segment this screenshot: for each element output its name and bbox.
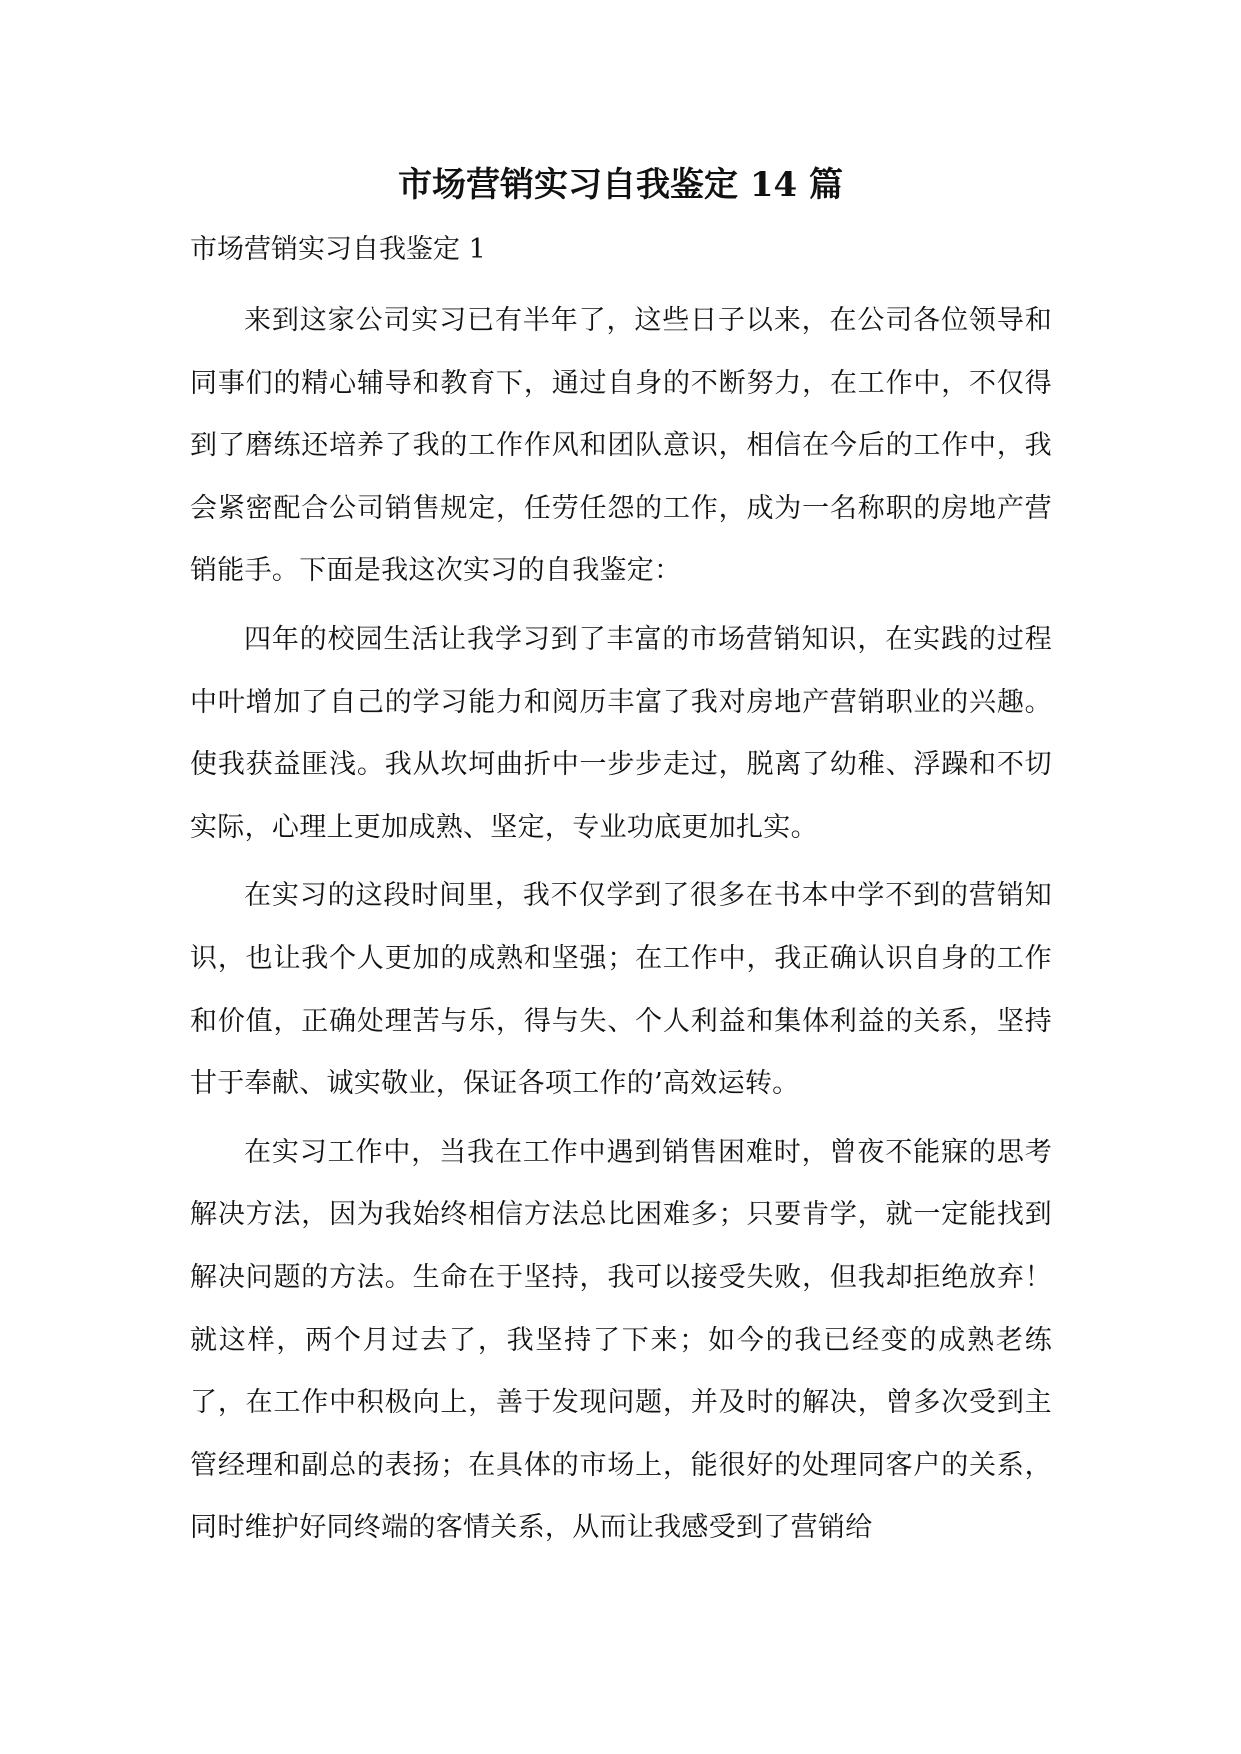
section-heading: 市场营销实习自我鉴定 1: [190, 234, 486, 265]
paragraph-4: 在实习工作中，当我在工作中遇到销售困难时，曾夜不能寐的思考解决方法，因为我始终相信方法总比困难多；只要肯学，就一定能找到解决问题的方法。生命在于坚持，我可以接受失败，但我却拒绝放弃！就这样，两个月过去了，我坚持了下来；如今的我已经变的成熟老练了，在工作中积极向上，善于发现问题，并及时的解决，曾多次受到主管经理和副总的表扬；在具体的市场上，能很好的处理同客户的关系，同时维护好同终端的客情关系，从而让我感受到了营销给: [190, 1136, 1052, 1544]
paragraph-2: 四年的校园生活让我学习到了丰富的市场营销知识，在实践的过程中叶增加了自己的学习能力和阅历丰富了我对房地产营销职业的兴趣。使我获益匪浅。我从坎坷曲折中一步步走过，脱离了幼稚、浮躁和不切实际，心理上更加成熟、坚定，专业功底更加扎实。: [190, 623, 1052, 843]
paragraph-3: 在实习的这段时间里，我不仅学到了很多在书本中学不到的营销知识，也让我个人更加的成熟和坚强；在工作中，我正确认识自身的工作和价值，正确处理苦与乐，得与失、个人利益和集体利益的关系，坚持甘于奉献、诚实敬业，保证各项工作的’高效运转。: [190, 880, 1052, 1100]
document-title: 市场营销实习自我鉴定 14 篇: [398, 165, 843, 205]
document-body: [190, 290, 1052, 1566]
paragraph-1: 来到这家公司实习已有半年了，这些日子以来，在公司各位领导和同事们的精心辅导和教育下，通过自身的不断努力，在工作中，不仅得到了磨练还培养了我的工作作风和团队意识，相信在今后的工作中，我会紧密配合公司销售规定，任劳任怨的工作，成为一名称职的房地产营销能手。下面是我这次实习的自我鉴定：: [190, 305, 1052, 587]
